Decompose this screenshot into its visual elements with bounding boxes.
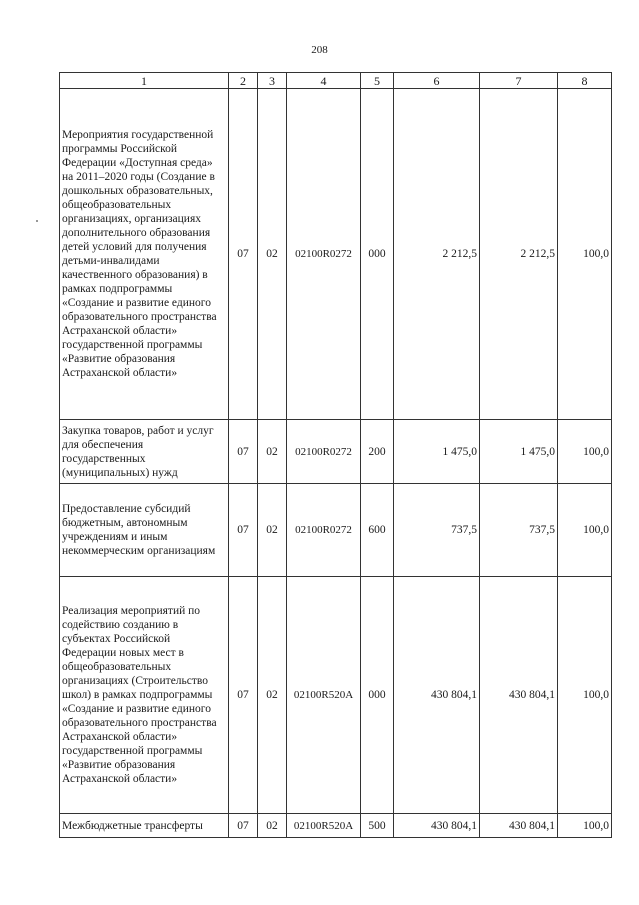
row-section: 07 — [229, 577, 258, 814]
row-name: Закупка товаров, работ и услуг для обеспечения государственных (муниципальных) нужд — [60, 420, 229, 484]
row-target-code: 02100R520A — [287, 814, 361, 838]
header-col-2: 2 — [229, 73, 258, 89]
row-executed: 430 804,1 — [480, 577, 558, 814]
header-col-4: 4 — [287, 73, 361, 89]
row-name: Мероприятия государственной программы Российской Федерации «Доступная среда» на 2011–2020 годы (Создание в дошкольных образовательных, общеобразовательных организациях, организациях дополнительного образования детей условий для получения детьми-инвалидами качественного образования) в рамках подпрограммы «Создание и развитие единого образовательного пространства Астраханской области» государственной программы «Развитие образования Астраханской области» — [60, 89, 229, 420]
row-target-code: 02100R520A — [287, 577, 361, 814]
row-percent: 100,0 — [558, 420, 612, 484]
header-row — [60, 73, 612, 89]
row-planned: 1 475,0 — [394, 420, 480, 484]
row-subsection: 02 — [258, 420, 287, 484]
row-percent: 100,0 — [558, 484, 612, 577]
row-section: 07 — [229, 89, 258, 420]
row-subsection: 02 — [258, 577, 287, 814]
row-expense-type: 000 — [361, 89, 394, 420]
row-planned: 737,5 — [394, 484, 480, 577]
table-row — [60, 420, 612, 484]
row-subsection: 02 — [258, 814, 287, 838]
row-section: 07 — [229, 814, 258, 838]
row-name: Межбюджетные трансферты — [60, 814, 229, 838]
header-col-8: 8 — [558, 73, 612, 89]
row-executed: 2 212,5 — [480, 89, 558, 420]
row-expense-type: 500 — [361, 814, 394, 838]
row-expense-type: 000 — [361, 577, 394, 814]
table-row — [60, 484, 612, 577]
row-target-code: 02100R0272 — [287, 484, 361, 577]
row-name: Реализация мероприятий по содействию созданию в субъектах Российской Федерации новых мест в общеобразовательных организациях (Строительство школ) в рамках подпрограммы «Создание и развитие единого образовательного пространства Астраханской области» государственной программы «Развитие образования Астраханской области» — [60, 577, 229, 814]
row-target-code: 02100R0272 — [287, 89, 361, 420]
row-percent: 100,0 — [558, 814, 612, 838]
row-section: 07 — [229, 484, 258, 577]
row-section: 07 — [229, 420, 258, 484]
row-name: Предоставление субсидий бюджетным, автономным учреждениям и иным некоммерческим организациям — [60, 484, 229, 577]
row-subsection: 02 — [258, 484, 287, 577]
row-executed: 1 475,0 — [480, 420, 558, 484]
row-planned: 430 804,1 — [394, 814, 480, 838]
header-col-6: 6 — [394, 73, 480, 89]
row-executed: 737,5 — [480, 484, 558, 577]
row-executed: 430 804,1 — [480, 814, 558, 838]
header-col-5: 5 — [361, 73, 394, 89]
header-col-3: 3 — [258, 73, 287, 89]
table-row — [60, 577, 612, 814]
table-row — [60, 89, 612, 420]
scan-speck — [36, 220, 38, 222]
row-percent: 100,0 — [558, 89, 612, 420]
row-planned: 430 804,1 — [394, 577, 480, 814]
row-planned: 2 212,5 — [394, 89, 480, 420]
page-number: 208 — [311, 44, 328, 56]
row-target-code: 02100R0272 — [287, 420, 361, 484]
row-expense-type: 600 — [361, 484, 394, 577]
header-col-1: 1 — [60, 73, 229, 89]
table-row — [60, 814, 612, 838]
row-subsection: 02 — [258, 89, 287, 420]
row-expense-type: 200 — [361, 420, 394, 484]
header-col-7: 7 — [480, 73, 558, 89]
row-percent: 100,0 — [558, 577, 612, 814]
budget-table — [59, 72, 612, 838]
